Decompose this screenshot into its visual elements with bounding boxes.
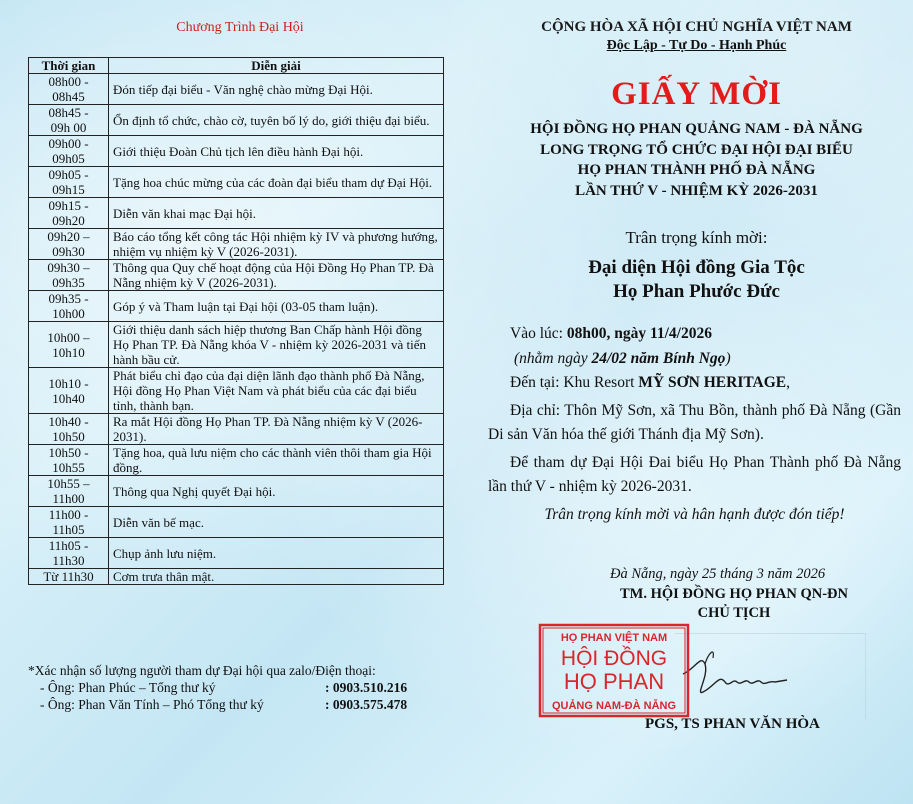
signer-name: PGS, TS PHAN VĂN HÒA [645,716,820,732]
recipient-block [480,256,913,304]
seal-bottom-text: QUẢNG NAM-ĐÀ NẴNG [551,700,677,712]
national-motto [480,38,913,54]
table-row [29,198,444,229]
time-cell: 09h05 - 09h15 [29,167,109,198]
desc-cell: Chụp ảnh lưu niệm. [109,538,444,569]
table-row [29,229,444,260]
table-row [29,136,444,167]
contact-name: - Ông: Phan Văn Tính – Phó Tổng thư ký [40,697,264,712]
time-cell: 10h55 – 11h00 [29,476,109,507]
seal-mid-text-2: HỌ PHAN [563,669,665,694]
event-address: Địa chỉ: Thôn Mỹ Sơn, xã Thu Bồn, thành phố Đà Nẵng (Gần Di sản Văn hóa thế giới Thánh địa Mỹ Sơn). [488,401,901,443]
time-cell: 11h00 - 11h05 [29,507,109,538]
desc-cell: Góp ý và Tham luận tại Đại hội (03-05 tham luận). [109,291,444,322]
schedule-table [28,57,444,585]
time-cell: 08h45 - 09h 00 [29,105,109,136]
time-label: Vào lúc: [510,325,567,342]
table-row [29,368,444,414]
event-time [488,322,901,347]
desc-cell: Tặng hoa chúc mừng của các đoàn đại biểu tham dự Đại Hội. [109,167,444,198]
time-cell: 09h35 - 10h00 [29,291,109,322]
signature-area [675,633,866,719]
desc-cell: Tặng hoa, quà lưu niệm cho các thành viên thôi tham gia Hội đồng. [109,445,444,476]
contact-name: - Ông: Phan Phúc – Tổng thư ký [40,680,216,695]
contacts-section [28,662,468,713]
seal-top-text: HỌ PHAN VIỆT NAM [560,632,668,644]
desc-cell: Thông qua Quy chế hoạt động của Hội Đồng Họ Phan TP. Đà Nẵng nhiệm kỳ V (2026-2031). [109,260,444,291]
time-cell: 09h20 – 09h30 [29,229,109,260]
contact-row [28,679,468,696]
national-title: CỘNG HÒA XÃ HỘI CHỦ NGHĨA VIỆT NAM [541,19,852,35]
desc-cell: Phát biểu chỉ đạo của đại diện lãnh đạo thành phố Đà Nẵng, Hội đồng Họ Phan Việt Nam và phát biểu của các đại biểu tỉnh, thành bạn. [109,368,444,414]
invitation-title: GIẤY MỜI [611,76,782,112]
table-row [29,291,444,322]
lunar-date [488,347,901,372]
table-row [29,105,444,136]
program-title: Chương Trình Đại Hội [176,20,304,35]
event-place [488,371,901,396]
time-cell: 08h00 - 08h45 [29,74,109,105]
table-header-row [29,58,444,74]
contacts-note: *Xác nhận số lượng người tham dự Đại hội qua zalo/Điện thoại: [28,663,376,678]
time-cell: 09h15 - 09h20 [29,198,109,229]
table-row [29,74,444,105]
invitation-panel [480,0,913,804]
contact-phone: : 0903.510.216 [325,680,408,695]
organizer-lines [480,119,913,201]
place-label: Đến tại: Khu Resort [510,374,639,391]
desc-cell: Báo cáo tổng kết công tác Hội nhiệm kỳ IV và phương hướng, nhiệm vụ nhiệm kỳ V (2026-2031). [109,229,444,260]
contact-phone: : 0903.575.478 [325,697,408,712]
time-cell: 09h00 - 09h05 [29,136,109,167]
lunar-value: 24/02 năm Bính Ngọ [591,349,726,367]
table-row [29,414,444,445]
time-cell: Từ 11h30 [29,569,109,585]
place-end: , [786,374,791,391]
desc-cell: Giới thiệu danh sách hiệp thương Ban Chấp hành Hội đồng Họ Phan TP. Đà Nẵng khóa V - nhiệm kỳ 2026-2031 và tiến hành bầu cử. [109,322,444,368]
table-row [29,445,444,476]
desc-cell: Ra mắt Hội đồng Họ Phan TP. Đà Nẵng nhiệm kỳ V (2026-2031). [109,414,444,445]
closing-line: Trân trọng kính mời và hân hạnh được đón tiếp! [544,505,845,523]
event-details [488,322,901,527]
time-cell: 10h10 - 10h40 [29,368,109,414]
table-row [29,507,444,538]
time-cell: 10h40 - 10h50 [29,414,109,445]
handwritten-signature [675,634,865,719]
time-cell: 10h50 - 10h55 [29,445,109,476]
desc-cell: Ổn định tổ chức, chào cờ, tuyên bố lý do, giới thiệu đại biểu. [109,105,444,136]
organizer-line: LẦN THỨ V - NHIỆM KỲ 2026-2031 [575,182,818,199]
seal-graphic [538,623,690,718]
respect-line: Trân trọng kính mời: [625,228,768,247]
table-row [29,476,444,507]
time-header: Thời gian [29,58,109,74]
desc-header: Diễn giải [109,58,444,74]
table-row [29,167,444,198]
time-value: 08h00, ngày 11/4/2026 [566,325,712,342]
organizer-line: LONG TRỌNG TỔ CHỨC ĐẠI HỘI ĐẠI BIỂU [540,141,853,158]
desc-cell: Giới thiệu Đoàn Chủ tịch lên điều hành Đại hội. [109,136,444,167]
time-cell: 09h30 – 09h35 [29,260,109,291]
desc-cell: Diễn văn khai mạc Đại hội. [109,198,444,229]
desc-cell: Thông qua Nghị quyết Đại hội. [109,476,444,507]
lunar-open: (nhằm ngày [514,349,592,367]
motto-text: Độc Lập - Tự Do - Hạnh Phúc [606,38,787,53]
official-seal [538,623,690,718]
table-row [29,322,444,368]
organizer-line: HỌ PHAN THÀNH PHỐ ĐÀ NẴNG [577,162,816,178]
lunar-close: ) [725,349,731,367]
signatory-title [620,585,848,623]
table-row [29,260,444,291]
time-cell: 10h00 – 10h10 [29,322,109,368]
seal-mid-text-1: HỘI ĐỒNG [560,647,668,670]
signatory-role: CHỦ TỊCH [697,605,771,621]
place-value: MỸ SƠN HERITAGE [638,374,787,391]
desc-cell: Cơm trưa thân mật. [109,569,444,585]
time-cell: 11h05 - 11h30 [29,538,109,569]
organizer-line: HỘI ĐỒNG HỌ PHAN QUẢNG NAM - ĐÀ NẴNG [530,121,863,137]
table-row [29,538,444,569]
recipient-line-1: Đại diện Hội đồng Gia Tộc [588,257,805,278]
desc-cell: Diễn văn bế mạc. [109,507,444,538]
issue-date: Đà Nẵng, ngày 25 tháng 3 năm 2026 [610,566,826,582]
recipient-line-2: Họ Phan Phước Đức [613,281,780,302]
event-purpose: Để tham dự Đại Hội Đai biểu Họ Phan Thành phố Đà Nẵng lần thứ V - nhiệm kỳ 2026-2031. [488,453,901,495]
contact-row [28,696,468,713]
signatory-org: TM. HỘI ĐỒNG HỌ PHAN QN-ĐN [620,586,848,602]
desc-cell: Đón tiếp đại biểu - Văn nghệ chào mừng Đại Hội. [109,74,444,105]
table-row [29,569,444,585]
